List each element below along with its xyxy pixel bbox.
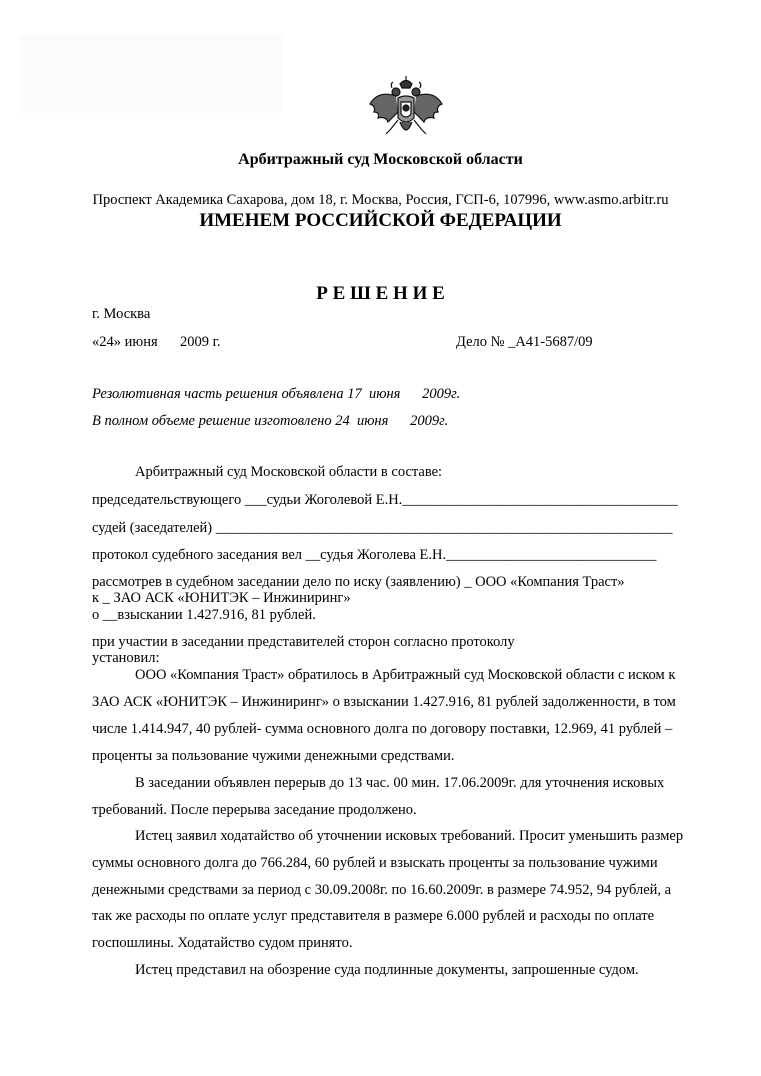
court-name: Арбитражный суд Московской области — [238, 151, 523, 168]
in-the-name-of-heading: ИМЕНЕМ РОССИЙСКОЙ ФЕДЕРАЦИИ — [199, 210, 562, 231]
resolution-announced: Резолютивная часть решения объявлена 17 июня 2009г. — [92, 386, 461, 402]
coat-of-arms-icon — [366, 76, 446, 148]
case-number: Дело № _А41-5687/09 — [456, 334, 593, 350]
body-line: ООО «Компания Траст» обратилось в Арбитражный суд Московской области с иском к — [135, 667, 676, 683]
body-line: требований. После перерыва заседание продолжено. — [92, 802, 417, 818]
body-line: Истец заявил ходатайство об уточнении исковых требований. Просит уменьшить размер — [135, 828, 684, 844]
participants-line: при участии в заседании представителей сторон согласно протоколу — [92, 634, 515, 650]
judges-line: судей (заседателей) _______________________________________________________________ — [92, 520, 673, 536]
defendant-line: к _ ЗАО АСК «ЮНИТЭК – Инжиниринг» — [92, 590, 351, 606]
protocol-line: протокол судебного заседания вел __судья Жоголева Е.Н._____________________________ — [92, 547, 657, 563]
scan-artifact — [20, 35, 282, 113]
decision-date-day: «24» июня — [92, 334, 158, 350]
body-line: госпошлины. Ходатайство судом принято. — [92, 935, 353, 951]
city: г. Москва — [92, 306, 151, 322]
body-line: суммы основного долга до 766.284, 60 рублей и взыскать проценты за пользование чужими — [92, 855, 658, 871]
body-line: числе 1.414.947, 40 рублей- сумма основного долга по договору поставки, 12.969, 41 рублей – — [92, 721, 673, 737]
presiding-judge-line: председательствующего ___судьи Жоголевой Е.Н.______________________________________ — [92, 492, 678, 508]
decision-prepared: В полном объеме решение изготовлено 24 июня 2009г. — [92, 413, 449, 429]
decision-date-year: 2009 г. — [180, 334, 221, 350]
subject-line: о __взыскании 1.427.916, 81 рублей. — [92, 607, 316, 623]
body-line: Истец представил на обозрение суда подлинные документы, запрошенные судом. — [135, 962, 639, 978]
composition-line: Арбитражный суд Московской области в составе: — [135, 464, 443, 480]
body-line: денежными средствами за период с 30.09.2008г. по 16.60.2009г. в размере 74.952, 94 рублей, а — [92, 882, 672, 898]
claim-line: рассмотрев в судебном заседании дело по иску (заявлению) _ ООО «Компания Траст» — [92, 574, 625, 590]
body-line: ЗАО АСК «ЮНИТЭК – Инжиниринг» о взыскании 1.427.916, 81 рублей задолженности, в том — [92, 694, 676, 710]
body-line: так же расходы по оплате услуг представителя в размере 6.000 рублей и расходы по оплате — [92, 908, 655, 924]
body-line: проценты за пользование чужими денежными средствами. — [92, 748, 455, 764]
court-address: Проспект Академика Сахарова, дом 18, г. Москва, Россия, ГСП-6, 107996, www.asmo.arbitr.ru — [92, 192, 669, 208]
document-type-title: Р Е Ш Е Н И Е — [316, 283, 445, 304]
body-line: В заседании объявлен перерыв до 13 час. 00 мин. 17.06.2009г. для уточнения исковых — [135, 775, 665, 791]
established-line: установил: — [92, 650, 160, 666]
